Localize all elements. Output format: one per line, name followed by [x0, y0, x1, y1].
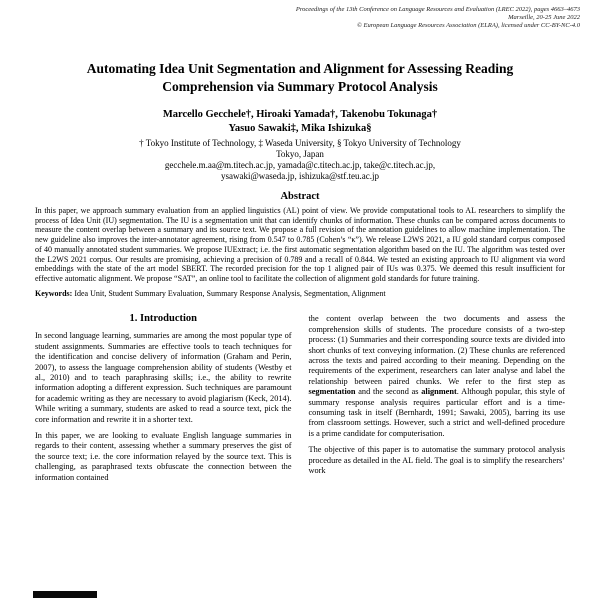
author-line: Yasuo Sawaki‡, Mika Ishizuka§: [228, 122, 372, 134]
term-alignment: alignment: [421, 387, 457, 397]
author-emails-line: gecchele.m.aa@m.titech.ac.jp, yamada@c.titech.ac.jp, take@c.titech.ac.jp,: [164, 160, 436, 170]
paragraph: The objective of this paper is to automatise the summary protocol analysis procedure as detailed in the AL field. The goal is to simplify the researchers’ work: [308, 445, 565, 476]
paragraph-text: . Although popular, this style of summary response analysis requires particular effort and is a time-consuming task in itself (Bernhardt, 1991; Sawaki, 2005), barring its use from classroom settings. However, such a strict and well-defined procedure is a prime candidate for computerisation.: [308, 387, 565, 438]
proceedings-header: [0, 0, 600, 30]
affiliations: [0, 138, 600, 182]
paragraph: In this paper, we are looking to evaluate English language summaries in regards to their content, assessing whether a summary preserves the gist of the source text; i.e. the core information relayed by the source text. This is challenging, as paraphrased texts obfuscate the connection between the information contained: [35, 430, 292, 482]
abstract-heading: Abstract: [280, 191, 320, 202]
keywords-line: [35, 289, 565, 299]
paper-title: Automating Idea Unit Segmentation and Alignment for Assessing Reading Comprehension via Summary Protocol Analysis: [86, 61, 514, 94]
paragraph: In second language learning, summaries are among the most popular type of student assignments. Summaries are effective tools to teach techniques for the identification and concise delivery of information (Graham and Perin, 2007), to assess the language comprehension ability of students (Westby et al., 2010) and to teach paraphrasing skills; i.e., the ability to rewrite information adopting a different expression. Such techniques are paramount for academic writing as they are necessary to avoid plagiarism (Keck, 2014). While writing a summary, students are asked to read a source text, pick the core information and rewrite it in a shorter text.: [35, 331, 292, 424]
cropped-footnote-bar: [33, 591, 97, 598]
left-column: [35, 311, 292, 489]
term-segmentation: segmentation: [308, 387, 356, 397]
paragraph-text: and the second as: [355, 387, 422, 397]
venue-date-line: Marseille, 20-25 June 2022: [508, 14, 580, 21]
affiliation-line: † Tokyo Institute of Technology, ‡ Waseda University, § Tokyo University of Technology: [139, 138, 461, 148]
paragraph: [309, 314, 566, 439]
proceedings-line: Proceedings of the 13th Conference on Language Resources and Evaluation (LREC 2022), pages 4663–4673: [295, 6, 580, 13]
abstract-text: In this paper, we approach summary evaluation from an applied linguistics (AL) point of view. We provide computational tools to AL researchers to simplify the process of Idea Unit (IU) segmentation. The IU is a segmentation unit that can identify chunks of information. These chunks can be compared across documents to measure the content overlap between a summary and its source text. We propose a full revision of the annotation guidelines to allow machine implementation. The new guideline also improves the inter-annotator agreement, rising from 0.547 to 0.785 (Cohen’s “κ”). We release L2WS 2021, a IU gold standard corpus composed of 40 manually annotated student summaries. We propose IUExtract; i.e. the first automatic segmentation algorithm based on the IU. The algorithm was tested over the L2WS 2021 corpus. Our results are promising, achieving a precision of 0.789 and a recall of 0.844. We tested an existing approach to IU alignment via word embeddings with the state of the art model SBERT. The recorded precision for the top 1 aligned pair of IUs was 0.375. We deemed this result insufficient for effective automatic alignment. We propose “SAT”, an online tool to facilitate the collection of alignment gold standards for future training.: [35, 206, 565, 283]
affiliation-city-line: Tokyo, Japan: [276, 149, 324, 159]
author-line: Marcello Gecchele†, Hiroaki Yamada†, Takenobu Tokunaga†: [162, 109, 438, 120]
section-heading-introduction: 1. Introduction: [129, 313, 197, 325]
keywords-text: Idea Unit, Student Summary Evaluation, Summary Response Analysis, Segmentation, Alignment: [72, 288, 386, 298]
right-column: [309, 311, 566, 489]
two-column-body: [35, 311, 565, 489]
author-emails-line: ysawaki@waseda.jp, ishizuka@stf.teu.ac.jp: [220, 171, 380, 181]
paragraph-text: the content overlap between the two documents and assess the comprehension skills of students. The procedure consists of a two-step process: (1) Summaries and their corresponding source texts are divided into short chunks of text conveying information. (2) These chunks are referenced across the texts and paired according to their meaning. Depending on the requirements of the experiment, researchers can later analyse and label the relationship between paired chunks. We refer to the first step as: [308, 314, 565, 386]
author-list: [0, 108, 600, 135]
keywords-label: Keywords:: [35, 288, 73, 298]
copyright-line: © European Language Resources Association (ELRA), licensed under CC-BY-NC-4.0: [356, 22, 580, 29]
